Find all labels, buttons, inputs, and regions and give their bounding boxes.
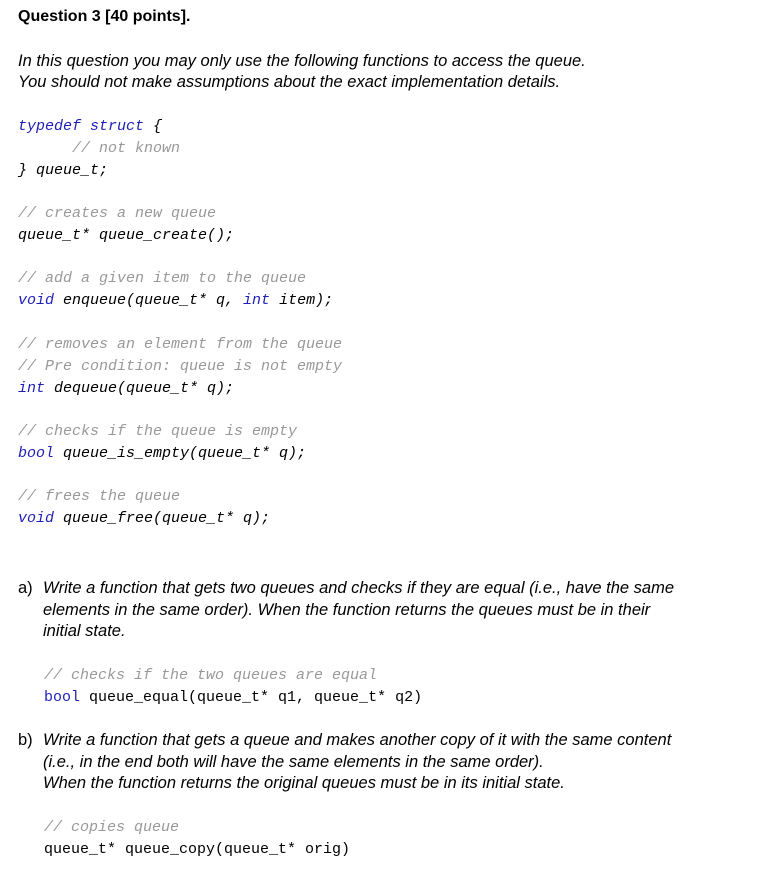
code-comment: // checks if the queue is empty [18, 423, 298, 440]
code-text: queue_t* queue_copy(queue_t* orig) [44, 841, 351, 858]
part-line: When the function returns the original queues must be in its initial state. [43, 774, 565, 792]
keyword: int [18, 380, 46, 397]
intro-text [18, 51, 586, 93]
is-empty-block [18, 421, 306, 465]
part-a [18, 578, 758, 648]
part-label: a) [18, 579, 33, 597]
code-comment: // add a given item to the queue [18, 270, 307, 287]
part-line: Write a function that gets two queues and checks if they are equal (i.e., have the same [43, 579, 675, 597]
code-comment: // creates a new queue [18, 205, 217, 222]
dequeue-block [18, 334, 342, 400]
code-comment: // frees the queue [18, 488, 181, 505]
part-line: elements in the same order). When the function returns the queues must be in their [43, 600, 651, 619]
keyword: typedef [18, 118, 82, 135]
code-text: dequeue(queue_t* q); [45, 380, 235, 397]
typedef-block [18, 116, 180, 182]
code-text: queue_equal(queue_t* q1, queue_t* q2) [80, 689, 423, 706]
code-text: item); [270, 292, 334, 309]
part-label: b) [18, 731, 33, 749]
code-comment: // checks if the two queues are equal [44, 667, 378, 684]
question-title: Question 3 [40 points]. [18, 8, 191, 25]
keyword: void [18, 510, 55, 527]
part-line: initial state. [43, 622, 126, 640]
part-a-signature [44, 665, 422, 709]
part-b-signature [44, 817, 350, 861]
part-text [43, 730, 671, 795]
code-text: queue_t* queue_create(); [18, 227, 235, 244]
keyword: bool [18, 445, 55, 462]
code-text: queue_free(queue_t* q); [54, 510, 271, 527]
code-comment: // Pre condition: queue is not empty [18, 358, 343, 375]
free-block [18, 486, 270, 530]
part-b [18, 730, 758, 800]
create-block [18, 203, 234, 247]
code-comment: // not known [72, 140, 181, 157]
code-text: enqueue(queue_t* q, [54, 292, 244, 309]
part-line: (i.e., in the end both will have the same elements in the same order). [43, 752, 544, 771]
keyword: struct [90, 118, 145, 135]
enqueue-block [18, 268, 333, 312]
code-text: queue_is_empty(queue_t* q); [54, 445, 307, 462]
part-line: Write a function that gets a queue and makes another copy of it with the same content [43, 731, 672, 749]
keyword: int [243, 292, 271, 309]
code-comment: // removes an element from the queue [18, 336, 343, 353]
intro-line: In this question you may only use the following functions to access the queue. [18, 52, 586, 70]
code-text: } queue_t; [18, 162, 109, 179]
part-text [43, 578, 674, 643]
keyword: void [18, 292, 55, 309]
code-text: { [144, 118, 163, 135]
intro-line: You should not make assumptions about the exact implementation details. [18, 73, 561, 91]
code-comment: // copies queue [44, 819, 180, 836]
keyword: bool [44, 689, 81, 706]
